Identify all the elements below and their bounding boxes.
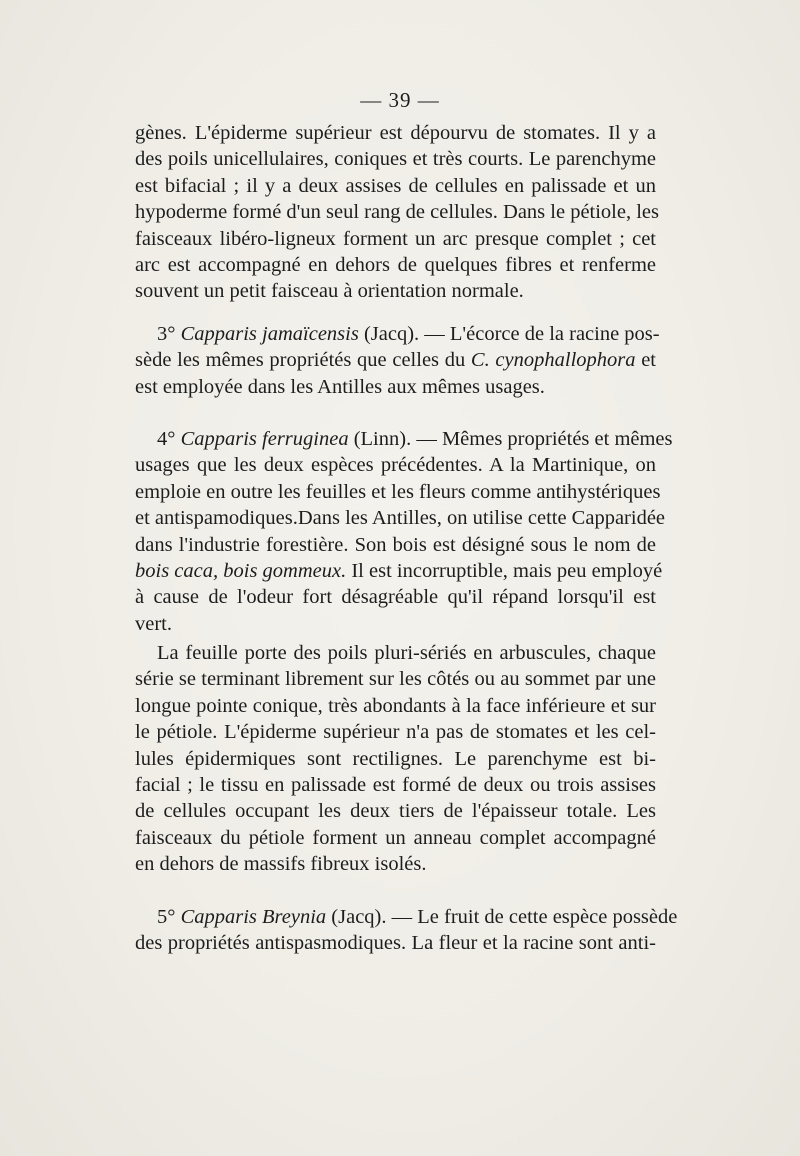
text-line: lules épidermiques sont rectilignes. Le parenchyme est bi-: [135, 747, 656, 770]
text-line: [135, 347, 656, 373]
text-run: (Jacq). — Le fruit de cette espèce possède: [326, 906, 678, 928]
text-line: souvent un petit faisceau à orientation normale.: [135, 280, 524, 303]
text-line: à cause de l'odeur fort désagréable qu'il répand lorsqu'il est: [135, 586, 656, 609]
paragraph-capparis-jamaicensis: [135, 321, 660, 400]
text-line: emploie en outre les feuilles et les fleurs comme antihystériques: [135, 480, 661, 503]
vernacular-name: bois caca,: [135, 560, 219, 583]
species-name: Capparis Breynia: [180, 906, 327, 928]
paragraph-capparis-breynia: [135, 904, 678, 957]
page-number: — 39 —: [360, 88, 440, 112]
section-number: 5°: [157, 906, 176, 928]
text-line: et antispamodiques.Dans les Antilles, on utilise cette Capparidée: [135, 507, 666, 530]
text-line: le pétiole. L'épiderme supérieur n'a pas de stomates et les cel-: [135, 721, 656, 744]
text-line: arc est accompagné en dehors de quelques fibres et renferme: [135, 254, 656, 277]
text-run: (Jacq). — L'écorce de la racine pos-: [358, 323, 660, 345]
text-line: longue pointe conique, très abondants à la face inférieure et sur: [135, 694, 656, 717]
text-line: est bifacial ; il y a deux assises de cellules en palissade et un: [135, 174, 656, 197]
text-line: vert.: [135, 612, 172, 635]
paragraph-leaf-description: [135, 640, 656, 878]
text-line: des propriétés antispasmodiques. La fleur et la racine sont anti-: [135, 932, 656, 955]
text-run: et: [635, 349, 656, 372]
text-line: facial ; le tissu en palissade est formé de deux ou trois assises: [135, 774, 656, 797]
text-run: (Linn). — Mêmes propriétés et mêmes: [348, 428, 673, 450]
species-name: Capparis ferruginea: [180, 428, 349, 450]
paragraph-capparis-ferruginea: [135, 426, 673, 637]
species-name: Capparis jamaïcensis: [180, 323, 359, 345]
text-line: des poils unicellulaires, coniques et très courts. Le parenchyme: [135, 148, 656, 171]
text-line: [135, 558, 663, 584]
text-line: usages que les deux espèces précédentes. A la Martinique, on: [135, 454, 656, 477]
text-line: faisceaux du pétiole forment un anneau complet accompagné: [135, 826, 656, 849]
text-run: sède les mêmes propriétés que celles du: [135, 349, 471, 372]
section-number: 3°: [157, 323, 176, 345]
section-number: 4°: [157, 428, 176, 450]
text-line: série se terminant librement sur les côtés ou au sommet par une: [135, 668, 656, 691]
text-line: gènes. L'épiderme supérieur est dépourvu de stomates. Il y a: [135, 122, 656, 144]
text-line: en dehors de massifs fibreux isolés.: [135, 853, 427, 876]
text-line: [135, 321, 660, 347]
text-line: [135, 904, 678, 930]
vernacular-name: bois gommeux.: [223, 560, 347, 583]
text-line: [135, 426, 673, 452]
text-line: de cellules occupant les deux tiers de l'épaisseur totale. Les: [135, 800, 656, 823]
text-line: La feuille porte des poils pluri-sériés en arbuscules, chaque: [157, 642, 656, 664]
species-reference: C. cynophallophora: [470, 349, 636, 372]
paragraph-1: [135, 120, 660, 305]
text-line: dans l'industrie forestière. Son bois est désigné sous le nom de: [135, 533, 656, 556]
text-line: hypoderme formé d'un seul rang de cellules. Dans le pétiole, les: [135, 201, 660, 224]
text-run: Il est incorruptible, mais peu employé: [346, 560, 663, 583]
text-line: faisceaux libéro-ligneux forment un arc presque complet ; cet: [135, 227, 656, 250]
text-line: est employée dans les Antilles aux mêmes usages.: [135, 375, 545, 398]
